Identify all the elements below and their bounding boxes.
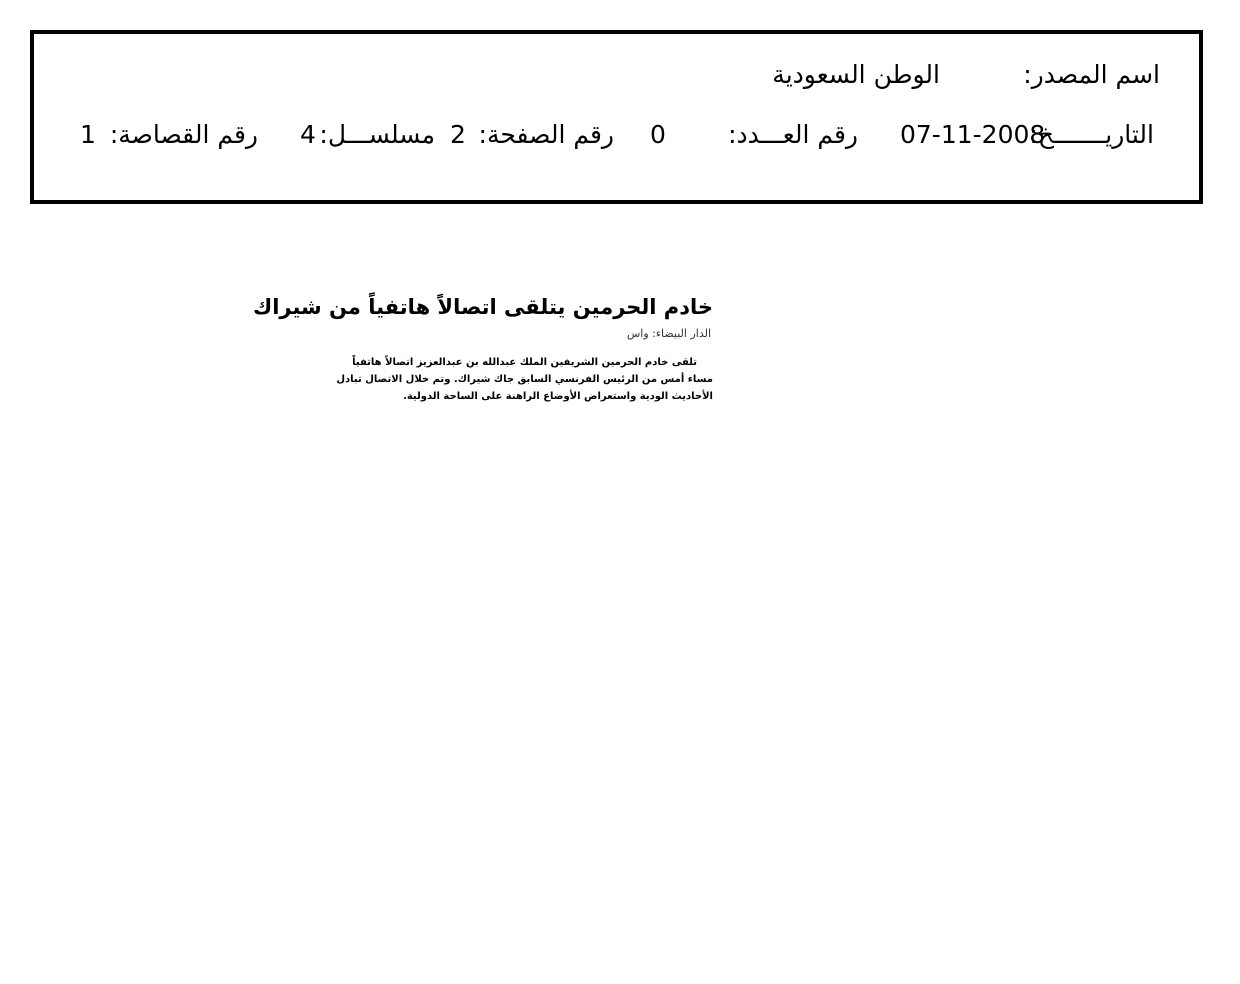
source-value: الوطن السعودية [772, 60, 940, 89]
clipping-label: رقم القصاصة: [109, 120, 258, 149]
article-body-line: مساء أمس من الرئيس الفرنسي السابق جاك شيراك. وتم خلال الاتصال تبادل [336, 374, 713, 385]
article-headline: خادم الحرمين يتلقى اتصالاً هاتفياً من شيراك [252, 295, 713, 319]
article-dateline: الدار البيضاء: واس [626, 327, 711, 340]
page-label: رقم الصفحة: [478, 120, 614, 149]
clipping-value: 1 [80, 120, 96, 149]
issue-value: 0 [650, 120, 666, 149]
serial-label: مسلســـل: [319, 120, 435, 149]
article-clipping [252, 292, 713, 405]
date-label: التاريـــــــخ: [1029, 120, 1154, 149]
clipping-header-box [30, 30, 1203, 204]
article-body [336, 354, 713, 405]
article-body-line: تلقى خادم الحرمين الشريفين الملك عبدالله بن عبدالعزيز اتصالاً هاتفياً [352, 357, 697, 368]
source-label: اسم المصدر: [1023, 60, 1160, 89]
date-value: 07-11-2008 [900, 120, 1046, 149]
issue-label: رقم العـــدد: [728, 120, 858, 149]
article-body-line: الأحاديث الودية واستعراض الأوضاع الراهنة على الساحة الدولية. [403, 391, 713, 402]
page-value: 2 [450, 120, 466, 149]
serial-value: 4 [300, 120, 316, 149]
